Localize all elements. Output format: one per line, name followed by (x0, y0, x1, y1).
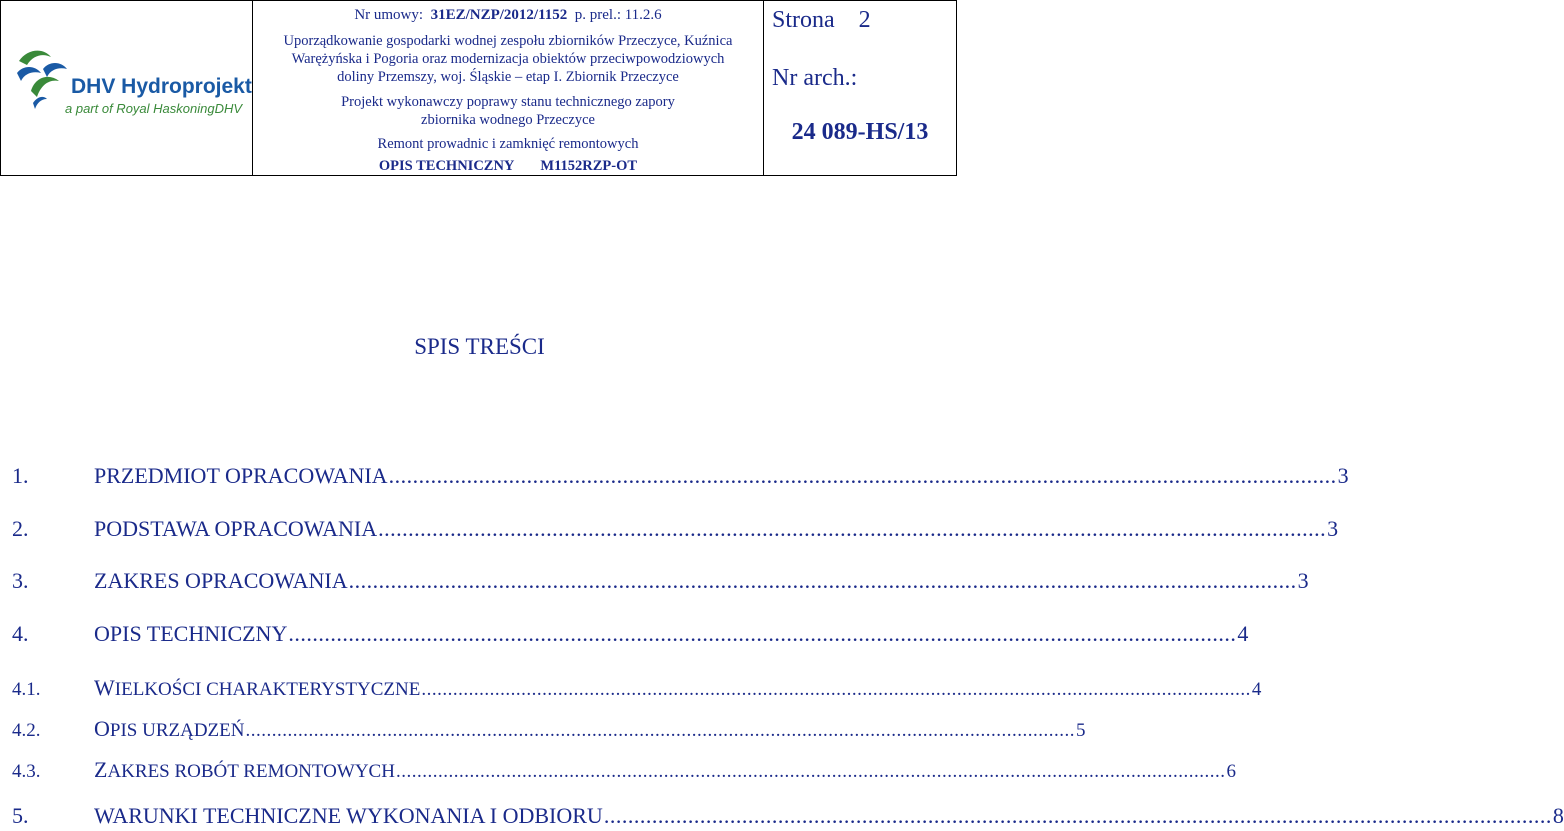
logo-name: DHV Hydroprojekt (71, 75, 252, 98)
hydro-swirl-icon (13, 43, 73, 113)
toc-title: SPIS TREŚCI (414, 334, 545, 359)
toc-entry-title: OPIS URZĄDZEŃ (94, 716, 245, 741)
project-line-3: doliny Przemszy, woj. Śląskie – etap I. Zbiornik Przeczyce (337, 69, 679, 85)
toc-entry[interactable] (12, 803, 1564, 831)
toc-entry-title: WARUNKI TECHNICZNE WYKONANIA I ODBIORU (94, 803, 603, 828)
toc-entry-number: 1. (12, 463, 29, 488)
document-header (0, 0, 957, 176)
toc-leader-dots: .............................................................................................................................................................. (378, 516, 1327, 541)
toc-leader-dots: .............................................................................................................................................................. (245, 720, 1075, 741)
toc-entry[interactable] (12, 568, 1309, 596)
toc-entry-page: 3 (1297, 568, 1309, 593)
toc-entry-number: 3. (12, 568, 29, 593)
toc-entry-page: 4 (1237, 621, 1249, 646)
company-logo (13, 43, 252, 123)
toc-entry-page: 5 (1075, 720, 1086, 741)
page-indicator (772, 7, 871, 34)
toc-entry-title: ZAKRES ROBÓT REMONTOWYCH (94, 757, 395, 782)
project-line-4: Projekt wykonawczy poprawy stanu technicznego zapory (341, 94, 675, 110)
arch-number: 24 089-HS/13 (791, 119, 929, 145)
doc-code: M1152RZP-OT (540, 158, 638, 174)
toc-entry-page: 8 (1552, 803, 1564, 828)
toc-leader-dots: .............................................................................................................................................................. (348, 568, 1297, 593)
project-line-2: Warężyńska i Pogoria oraz modernizacja obiektów przeciwpowodziowych (291, 51, 725, 67)
contract-number: 31EZ/NZP/2012/1152 (430, 7, 568, 23)
doc-type-line (253, 158, 763, 175)
toc-entry-page: 6 (1226, 761, 1236, 782)
project-line-6: Remont prowadnic i zamknięć remontowych (377, 136, 639, 152)
toc-entry-number: 4. (12, 621, 29, 646)
project-line-1: Uporządkowanie gospodarki wodnej zespołu zbiorników Przeczyce, Kuźnica (283, 33, 733, 49)
contract-line (253, 7, 763, 24)
toc-leader-dots: .............................................................................................................................................................. (288, 621, 1237, 646)
toc-entry-number: 2. (12, 516, 29, 541)
page-label: Strona (772, 7, 835, 33)
toc-leader-dots: .............................................................................................................................................................. (421, 679, 1251, 700)
toc-entry-number: 4.2. (12, 720, 41, 741)
logo-subtitle: a part of Royal HaskoningDHV (65, 101, 243, 116)
contract-prefix: Nr umowy: (354, 7, 424, 23)
toc-subentry[interactable] (12, 757, 1236, 785)
toc-entry-page: 3 (1337, 463, 1349, 488)
toc-entry-page: 3 (1327, 516, 1339, 541)
toc-entry[interactable] (12, 463, 1349, 491)
toc-entry-title: ZAKRES OPRACOWANIA (94, 568, 348, 593)
toc-entry-title: PRZEDMIOT OPRACOWANIA (94, 463, 388, 488)
logo-cell (1, 1, 253, 175)
toc-entry[interactable] (12, 621, 1249, 649)
project-line-5: zbiornika wodnego Przeczyce (421, 112, 595, 128)
doc-type: OPIS TECHNICZNY (378, 158, 515, 174)
toc-leader-dots: .............................................................................................................................................................. (395, 761, 1226, 782)
toc-entry[interactable] (12, 516, 1339, 544)
toc-entry-number: 4.3. (12, 761, 41, 782)
toc-leader-dots: .............................................................................................................................................................. (388, 463, 1337, 488)
toc-entry-title: WIELKOŚCI CHARAKTERYSTYCZNE (94, 675, 421, 700)
toc-subentry[interactable] (12, 675, 1262, 703)
project-info-cell (253, 1, 764, 175)
contract-suffix: p. prel.: 11.2.6 (574, 7, 662, 23)
page-number: 2 (858, 7, 871, 33)
toc-leader-dots: .............................................................................................................................................................. (603, 803, 1552, 828)
toc-entry-title: OPIS TECHNICZNY (94, 621, 288, 646)
toc-entry-title: PODSTAWA OPRACOWANIA (94, 516, 378, 541)
toc-entry-number: 5. (12, 803, 29, 828)
toc-entry-page: 4 (1251, 679, 1262, 700)
page-info-cell (764, 1, 956, 175)
arch-label: Nr arch.: (772, 65, 858, 91)
toc-subentry[interactable] (12, 716, 1086, 744)
toc-entry-number: 4.1. (12, 679, 41, 700)
